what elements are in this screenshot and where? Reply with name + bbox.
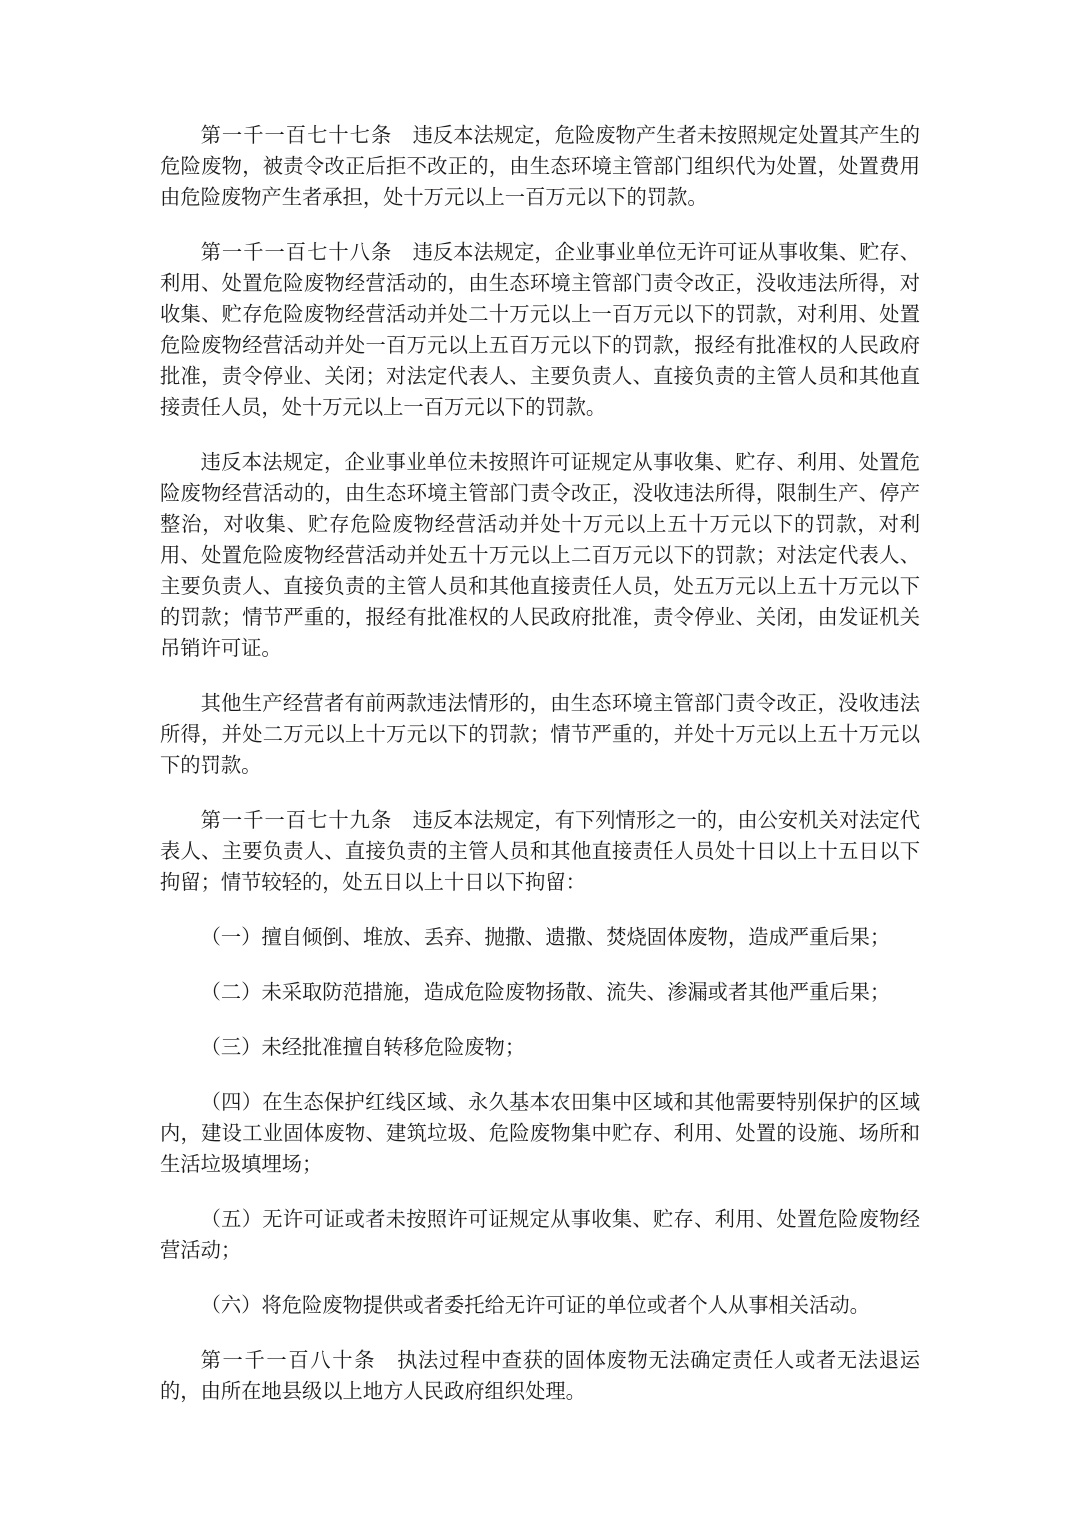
paragraph-1178-clause-2 xyxy=(160,447,920,664)
article-number: 第一千一百七十九条 xyxy=(200,808,393,832)
paragraph-text: 违反本法规定，企业事业单位未按照许可证规定从事收集、贮存、利用、处置危险废物经营活动的，由生态环境主管部门责令改正，没收违法所得，限制生产、停产整治，对收集、贮存危险废物经营活动并处十万元以上五十万元以下的罚款，对利用、处置危险废物经营活动并处五十万元以上二百万元以下的罚款；对法定代表人、主要负责人、直接负责的主管人员和其他直接责任人员，处五万元以上五十万元以下的罚款；情节严重的，报经有批准权的人民政府批准，责令停业、关闭，由发证机关吊销许可证。 xyxy=(160,450,920,660)
paragraph-article-1178 xyxy=(160,237,920,423)
list-item-6 xyxy=(160,1290,920,1321)
paragraph-article-1177 xyxy=(160,120,920,213)
list-item-1 xyxy=(160,922,920,953)
paragraph-text: （一）擅自倾倒、堆放、丢弃、抛撒、遗撒、焚烧固体废物，造成严重后果； xyxy=(200,925,891,949)
paragraph-1178-clause-3 xyxy=(160,688,920,781)
document-page xyxy=(160,120,920,1431)
paragraph-text: （三）未经批准擅自转移危险废物； xyxy=(200,1035,526,1059)
list-item-4 xyxy=(160,1087,920,1180)
paragraph-text: 违反本法规定，企业事业单位无许可证从事收集、贮存、利用、处置危险废物经营活动的，由生态环境主管部门责令改正，没收违法所得，对收集、贮存危险废物经营活动并处二十万元以上一百万元以下的罚款，对利用、处置危险废物经营活动并处一百万元以上五百万元以下的罚款，报经有批准权的人民政府批准，责令停业、关闭；对法定代表人、主要负责人、直接负责的主管人员和其他直接责任人员，处十万元以上一百万元以下的罚款。 xyxy=(160,240,920,419)
paragraph-text: 违反本法规定，危险废物产生者未按照规定处置其产生的危险废物，被责令改正后拒不改正的，由生态环境主管部门组织代为处置，处置费用由危险废物产生者承担，处十万元以上一百万元以下的罚款。 xyxy=(160,123,920,209)
paragraph-text: 执法过程中查获的固体废物无法确定责任人或者无法退运的，由所在地县级以上地方人民政府组织处理。 xyxy=(160,1348,920,1403)
paragraph-text: （二）未采取防范措施，造成危险废物扬散、流失、渗漏或者其他严重后果； xyxy=(200,980,891,1004)
list-item-2 xyxy=(160,977,920,1008)
article-number: 第一千一百八十条 xyxy=(200,1348,377,1372)
list-item-5 xyxy=(160,1204,920,1266)
list-item-3 xyxy=(160,1032,920,1063)
paragraph-text: 其他生产经营者有前两款违法情形的，由生态环境主管部门责令改正，没收违法所得，并处二万元以上十万元以下的罚款；情节严重的，并处十万元以上五十万元以下的罚款。 xyxy=(160,691,920,777)
paragraph-text: （六）将危险废物提供或者委托给无许可证的单位或者个人从事相关活动。 xyxy=(200,1293,870,1317)
paragraph-text: （四）在生态保护红线区域、永久基本农田集中区域和其他需要特别保护的区域内，建设工业固体废物、建筑垃圾、危险废物集中贮存、利用、处置的设施、场所和生活垃圾填埋场； xyxy=(160,1090,920,1176)
article-number: 第一千一百七十八条 xyxy=(200,240,393,264)
paragraph-text: （五）无许可证或者未按照许可证规定从事收集、贮存、利用、处置危险废物经营活动； xyxy=(160,1207,920,1262)
paragraph-article-1180 xyxy=(160,1345,920,1407)
paragraph-text: 违反本法规定，有下列情形之一的，由公安机关对法定代表人、主要负责人、直接负责的主管人员和其他直接责任人员处十日以上十五日以下拘留；情节较轻的，处五日以上十日以下拘留： xyxy=(160,808,920,894)
article-number: 第一千一百七十七条 xyxy=(200,123,393,147)
paragraph-article-1179 xyxy=(160,805,920,898)
